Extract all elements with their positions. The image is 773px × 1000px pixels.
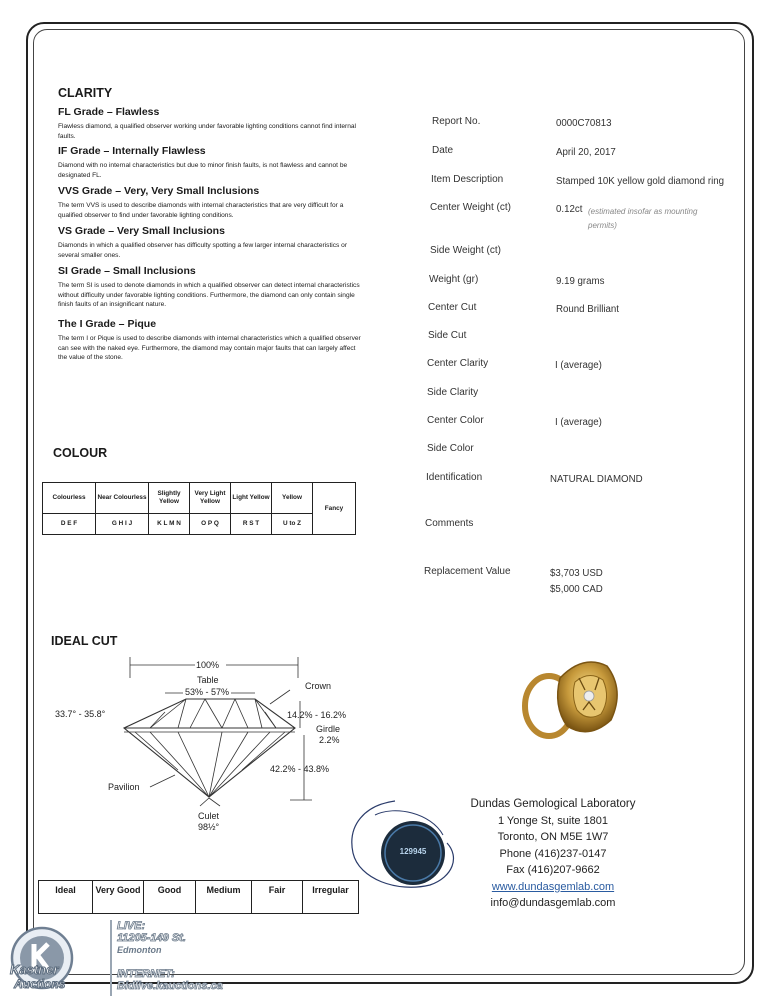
clarity-heading: CLARITY <box>58 86 113 100</box>
grade-vs-title: VS Grade – Very Small Inclusions <box>58 225 225 237</box>
cut-pavilion-depth: 42.2% - 43.8% <box>270 764 330 774</box>
colour-range-rst: R S T <box>231 514 272 535</box>
colour-range-def: D E F <box>43 514 96 535</box>
lab-website-link[interactable]: www.dundasgemlab.com <box>491 880 615 893</box>
center-clarity-label: Center Clarity <box>427 358 489 369</box>
lab-name: Dundas Gemological Laboratory <box>470 798 636 810</box>
colour-range-opq: O P Q <box>190 514 231 535</box>
item-description-value: Stamped 10K yellow gold diamond ring <box>556 176 725 187</box>
cut-grade-irregular: Irregular <box>303 881 359 914</box>
cut-grade-very-good: Very Good <box>93 881 144 914</box>
report-no-label: Report No. <box>432 116 481 127</box>
lab-contact <box>448 796 658 912</box>
colour-cell-fancy: Fancy <box>313 483 356 535</box>
watermark-live <box>117 920 186 956</box>
item-description-label: Item Description <box>431 174 504 185</box>
comments-label: Comments <box>425 518 474 529</box>
cut-grade-fair: Fair <box>252 881 303 914</box>
cut-grade-medium: Medium <box>196 881 252 914</box>
cut-width-label: 100% <box>196 660 220 670</box>
colour-cell-yellow: Yellow <box>272 483 313 514</box>
colour-cell-very-light-yellow: Very Light Yellow <box>190 483 231 514</box>
cut-table-label: Table <box>197 675 219 685</box>
grade-si-title: SI Grade – Small Inclusions <box>58 265 196 277</box>
center-color-label: Center Color <box>427 415 484 426</box>
center-cut-value: Round Brilliant <box>556 304 620 315</box>
colour-range-ghij: G H I J <box>96 514 149 535</box>
ideal-cut-heading: IDEAL CUT <box>51 634 118 648</box>
side-color-label: Side Color <box>427 443 474 454</box>
identification-label: Identification <box>426 472 483 483</box>
cut-crown-angle: 33.7° - 35.8° <box>55 709 106 719</box>
lab-email[interactable]: info@dundasgemlab.com <box>490 897 616 909</box>
lab-fax: Fax (416)207-9662 <box>506 864 600 876</box>
lab-address1: 1 Yonge St, suite 1801 <box>497 814 609 827</box>
replacement-value-cad: $5,000 CAD <box>550 584 603 595</box>
grade-if-text: Diamond with no internal characteristics but due to minor finish faults, is not flawless and cannot be designated FL. <box>58 162 348 179</box>
side-cut-label: Side Cut <box>428 330 467 341</box>
lab-address2: Toronto, ON M5E 1W7 <box>497 831 609 843</box>
watermark-divider <box>110 920 112 996</box>
grade-i-title: The I Grade – Pique <box>58 318 157 330</box>
grade-fl-title: FL Grade – Flawless <box>58 106 160 118</box>
lab-seal-number: 129945 <box>399 847 427 856</box>
colour-range-klmn: K L M N <box>149 514 190 535</box>
center-weight-note: (estimated insofar as mounting permits) <box>588 207 698 230</box>
cut-girdle-label: Girdle <box>316 724 341 734</box>
replacement-value-usd: $3,703 USD <box>550 568 603 579</box>
center-cut-label: Center Cut <box>428 302 477 313</box>
watermark-live-label: LIVE: <box>117 920 146 932</box>
logo-text-top: Kastner <box>10 962 59 977</box>
colour-range-u-to-z: U to Z <box>272 514 313 535</box>
date-value: April 20, 2017 <box>556 147 616 158</box>
grade-if-title: IF Grade – Internally Flawless <box>58 145 206 157</box>
cut-culet-value: 98½° <box>198 822 220 832</box>
grade-vvs-title: VVS Grade – Very, Very Small Inclusions <box>58 185 260 197</box>
cut-table-range: 53% - 57% <box>185 687 230 697</box>
center-weight-value: 0.12ct <box>556 204 583 215</box>
logo-text-bottom: Auctions <box>14 977 66 991</box>
replacement-value-label: Replacement Value <box>424 566 511 577</box>
lab-phone: Phone (416)237-0147 <box>499 847 607 860</box>
grade-si-text: The term SI is used to denote diamonds in which a qualified observer can detect internal characteristics without difficulty under favorable lighting conditions. Furthermore, the diamond can only contain single finish faults of an insignificant nature. <box>58 282 360 309</box>
cut-pavilion-label: Pavilion <box>108 782 140 792</box>
date-label: Date <box>432 145 454 156</box>
center-color-value: I (average) <box>555 417 602 428</box>
watermark-internet-label: INTERNET: <box>117 968 175 980</box>
colour-cell-slightly-yellow: Slightly Yellow <box>149 483 190 514</box>
grade-fl-text: Flawless diamond, a qualified observer working under favorable lighting conditions cannot find internal faults. <box>58 123 356 140</box>
center-clarity-value: I (average) <box>555 360 602 371</box>
colour-cell-colourless: Colourless <box>43 483 96 514</box>
cut-crown-height: 14.2% - 16.2% <box>287 710 347 720</box>
grade-vvs-text: The term VVS is used to describe diamonds with internal characteristics that are very difficult for a qualified observer to find under favorable lighting conditions. <box>58 202 344 219</box>
ring-photo <box>515 648 630 743</box>
side-clarity-label: Side Clarity <box>427 387 479 398</box>
watermark-live-address2: Edmonton <box>117 945 162 955</box>
cut-girdle-value: 2.2% <box>319 735 340 745</box>
watermark-internet <box>117 968 223 992</box>
cut-grade-table <box>38 880 359 914</box>
cut-crown-label: Crown <box>305 681 332 691</box>
side-weight-label: Side Weight (ct) <box>430 245 501 256</box>
colour-cell-near-colourless: Near Colourless <box>96 483 149 514</box>
report-no-value: 0000C70813 <box>556 118 612 129</box>
weight-value: 9.19 grams <box>556 276 605 287</box>
watermark-internet-url: Bidlive.kauctions.ca <box>117 980 223 992</box>
cut-culet-label: Culet <box>198 811 220 821</box>
watermark-live-address1: 11205-149 St. <box>117 932 186 944</box>
identification-value: NATURAL DIAMOND <box>550 474 643 485</box>
center-weight-label: Center Weight (ct) <box>430 202 511 213</box>
grade-i-text: The term I or Pique is used to describe diamonds with internal characteristics which a qualified observer can see with the naked eye. Furthermore, the diamond may contain major faults that can largely affect the value of the stone. <box>58 335 361 362</box>
colour-heading: COLOUR <box>53 446 108 460</box>
cut-grade-good: Good <box>144 881 196 914</box>
colour-cell-light-yellow: Light Yellow <box>231 483 272 514</box>
grade-vs-text: Diamonds in which a qualified observer has difficulty spotting a few larger internal characteristics or several smaller ones. <box>58 242 348 259</box>
cut-grade-ideal: Ideal <box>39 881 93 914</box>
weight-label: Weight (gr) <box>429 274 479 285</box>
